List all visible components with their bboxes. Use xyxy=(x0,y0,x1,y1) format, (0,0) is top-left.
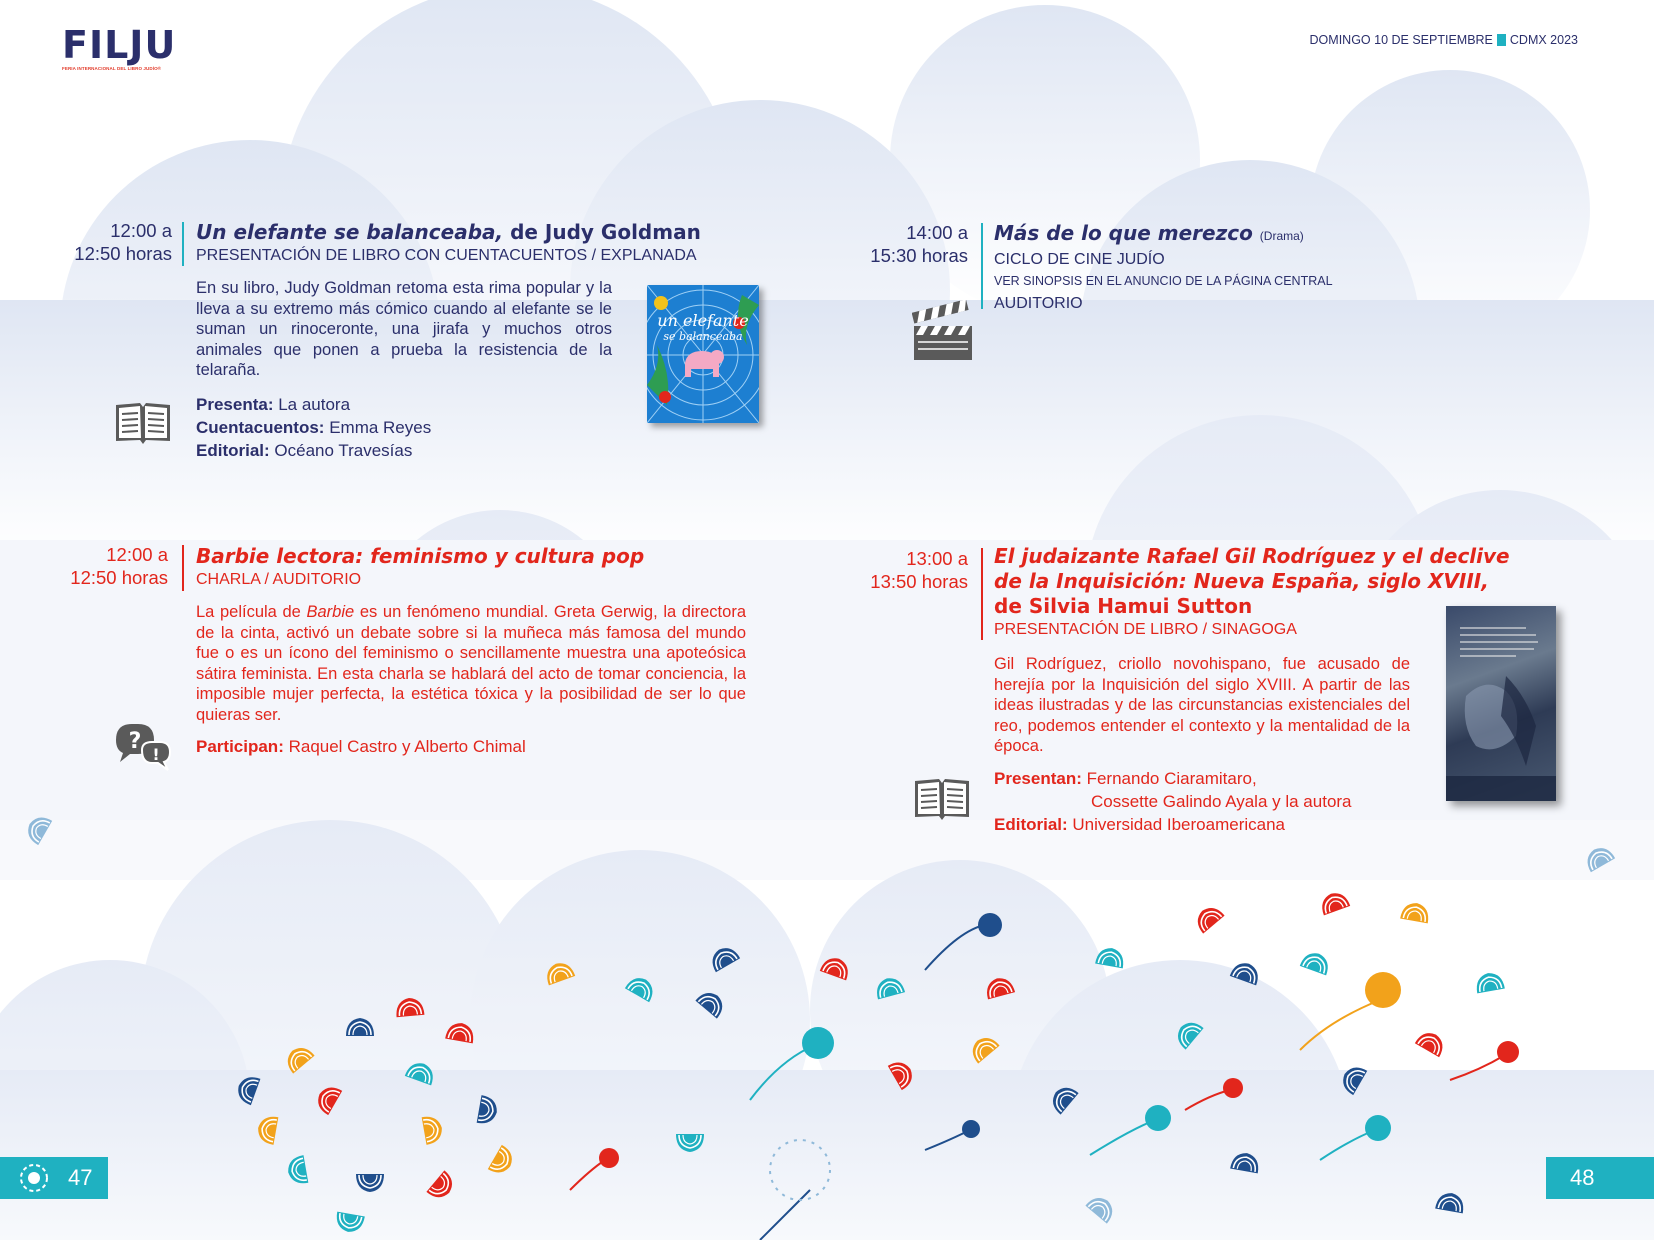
event4-credit-2-label: Editorial: xyxy=(994,815,1068,834)
clapperboard-icon xyxy=(912,300,974,362)
cover-art xyxy=(1446,606,1556,801)
event1-book-cover xyxy=(647,285,759,423)
cover-title-line2: se balanceaba xyxy=(663,330,743,343)
event1-divider xyxy=(182,222,184,266)
event4-credit-1-cont: Cossette Galindo Ayala y la autora xyxy=(1091,792,1352,811)
event4-credit-1-value: Fernando Ciaramitaro, xyxy=(1081,769,1257,788)
event1-description: En su libro, Judy Goldman retoma esta rima popular y la lleva a su extremo más cómico cuando al elefante se le suman un rinoceronte, una jirafa y muchos otros animales que ponen a prueba la resistencia de la telaraña. xyxy=(196,279,612,379)
page-number-left: 47 xyxy=(68,1165,93,1190)
event4-time-start: 13:00 a xyxy=(906,548,968,569)
event1-credit-3-value: Océano Travesías xyxy=(269,441,413,460)
event2-note: VER SINOPSIS EN EL ANUNCIO DE LA PÁGINA CENTRAL xyxy=(994,274,1333,288)
event4-credit-2 xyxy=(994,813,1434,836)
event4-credit-1 xyxy=(994,767,1434,790)
event4-divider xyxy=(981,548,983,640)
logo-subtitle: FERIA INTERNACIONAL DEL LIBRO JUDÍO® xyxy=(62,66,162,71)
event1-title xyxy=(196,220,736,245)
event4-type: PRESENTACIÓN DE LIBRO / SINAGOGA xyxy=(994,621,1297,638)
svg-text:?: ? xyxy=(128,729,142,754)
event3-time xyxy=(58,543,168,589)
event1-credit-1 xyxy=(196,393,616,416)
event2-venue: AUDITORIO xyxy=(994,295,1083,312)
filju-logo xyxy=(62,23,177,71)
event2-title-italic: Más de lo que merezco xyxy=(994,221,1253,245)
event1-type: PRESENTACIÓN DE LIBRO CON CUENTACUENTOS / EXPLANADA xyxy=(196,247,697,264)
event1-description-block xyxy=(196,278,612,381)
event1-credit-2 xyxy=(196,416,616,439)
cover-art xyxy=(647,285,759,423)
speech-bubbles-icon xyxy=(112,722,174,772)
event1-credit-1-label: Presenta: xyxy=(196,395,274,414)
event1-credit-2-label: Cuentacuentos: xyxy=(196,418,325,437)
header-location-year: CDMX 2023 xyxy=(1509,33,1578,47)
event4-description: Gil Rodríguez, criollo novohispano, fue acusado de herejía por la Inquisición del siglo XVIII. A partir de las ideas ilustradas y de las circunstancias existenciales del reo, podemos entender el contexto y la mentalidad de la época. xyxy=(994,655,1410,755)
event4-description-block xyxy=(994,654,1410,757)
event2-cycle: CICLO DE CINE JUDÍO xyxy=(994,251,1165,268)
event3-credit xyxy=(196,735,746,758)
event1-block xyxy=(196,220,736,266)
header-dateline xyxy=(1310,33,1578,47)
event2-time xyxy=(858,221,968,267)
event2-genre: (Drama) xyxy=(1259,229,1304,243)
header-date: DOMINGO 10 DE SEPTIEMBRE xyxy=(1309,33,1493,47)
event3-title xyxy=(196,544,756,569)
event4-title-line2: de la Inquisición: Nueva España, siglo XVIII, xyxy=(994,569,1489,593)
flower-books-icon xyxy=(18,1163,50,1193)
event4-title-line1: El judaizante Rafael Gil Rodríguez y el declive xyxy=(994,544,1510,568)
page-number-right: 48 xyxy=(1570,1165,1595,1190)
event3-divider xyxy=(182,545,184,591)
event1-credits xyxy=(196,393,616,462)
event2-time-start: 14:00 a xyxy=(906,222,968,243)
event1-time-end: 12:50 horas xyxy=(74,243,172,264)
event2-divider xyxy=(981,223,983,309)
event1-credit-3-label: Editorial: xyxy=(196,441,270,460)
event1-credit-2-value: Emma Reyes xyxy=(324,418,432,437)
book-icon xyxy=(912,776,972,822)
event1-credit-3 xyxy=(196,439,616,462)
event3-desc-2: es un fenómeno mundial. Greta Gerwig, la directora de la cinta, activó un debate sobre si la muñeca más famosa del mundo fue o es un ícono del feminismo o sencillamente muestra una apoteósica sátira feminista. En esta charla se hablará del acto de tomar conciencia, la imposible mujer perfecta, la estética tóxica y la posibilidad de ser lo que quieras ser. xyxy=(196,603,746,724)
svg-text:!: ! xyxy=(152,745,160,764)
event3-block xyxy=(196,544,756,590)
footer-page-right xyxy=(1546,1157,1654,1199)
event3-type: CHARLA / AUDITORIO xyxy=(196,571,362,588)
event3-desc-1: La película de xyxy=(196,603,307,621)
event4-credits xyxy=(994,767,1434,836)
logo-wordmark: FILJU xyxy=(62,23,177,67)
event3-credit-value: Raquel Castro y Alberto Chimal xyxy=(283,737,526,756)
event3-description xyxy=(196,602,746,725)
event2-block xyxy=(994,221,1614,314)
event3-desc-italic: Barbie xyxy=(306,603,355,621)
event3-time-start: 12:00 a xyxy=(106,544,168,565)
footer-page-left xyxy=(0,1157,108,1199)
cover-title-line1: un elefante xyxy=(657,311,749,330)
event2-title xyxy=(994,221,1614,249)
event2-time-end: 15:30 horas xyxy=(870,245,968,266)
event3-credits xyxy=(196,735,746,758)
event1-title-italic: Un elefante se balanceaba, xyxy=(196,220,504,244)
book-icon xyxy=(113,400,173,446)
event1-time-start: 12:00 a xyxy=(110,220,172,241)
event1-time xyxy=(62,219,172,265)
event3-description-block xyxy=(196,602,746,725)
event4-time-end: 13:50 horas xyxy=(870,571,968,592)
event3-time-end: 12:50 horas xyxy=(70,567,168,588)
event3-credit-label: Participan: xyxy=(196,737,284,756)
separator-square-icon xyxy=(1497,34,1506,46)
event4-title-line3: de Silvia Hamui Sutton xyxy=(994,594,1253,618)
event4-credit-1-label: Presentan: xyxy=(994,769,1082,788)
event4-book-cover xyxy=(1446,606,1556,801)
event1-title-author: de Judy Goldman xyxy=(503,220,701,244)
event4-credit-2-value: Universidad Iberoamericana xyxy=(1067,815,1286,834)
event4-time xyxy=(858,547,968,593)
event3-title-italic: Barbie lectora: feminismo y cultura pop xyxy=(196,544,645,568)
event1-credit-1-value: La autora xyxy=(273,395,351,414)
